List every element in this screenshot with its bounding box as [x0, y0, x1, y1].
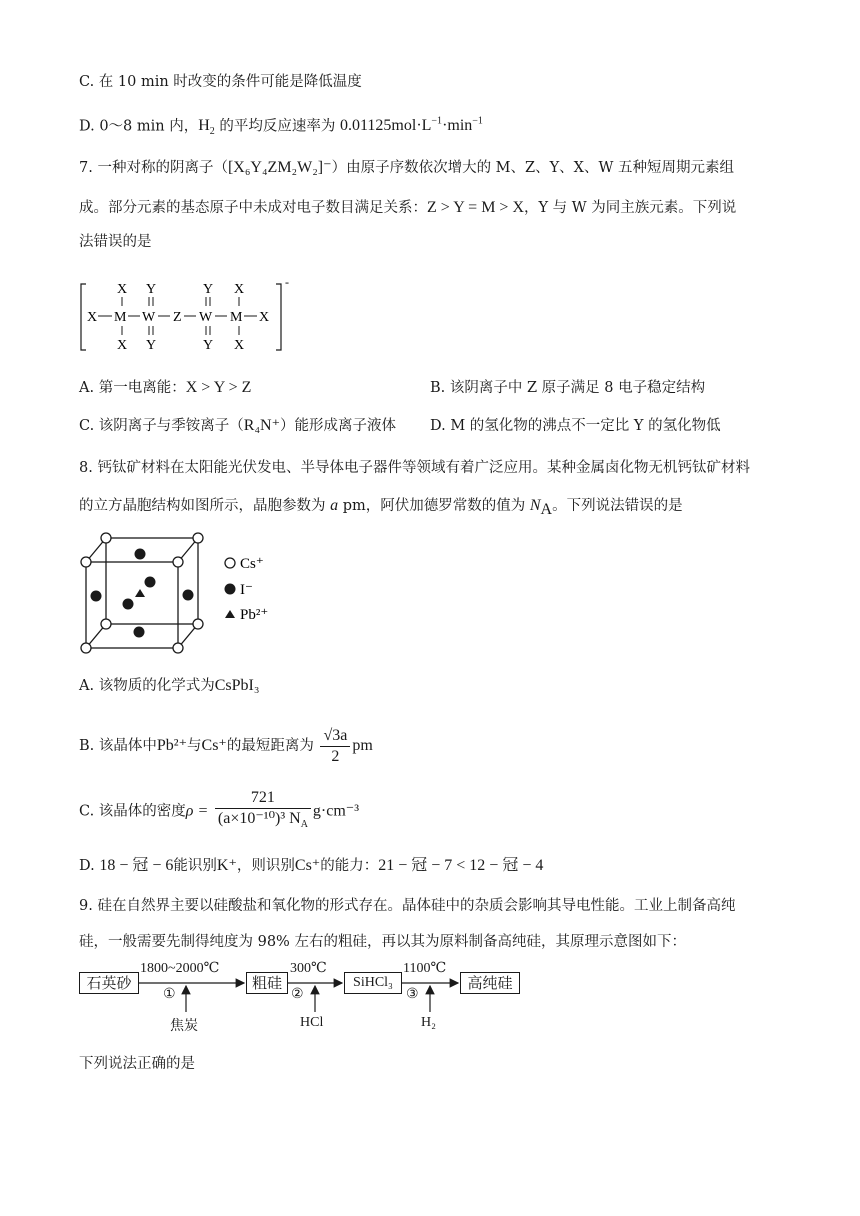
iodide-ion — [123, 599, 134, 610]
q7-anion-formula: [X₆Y₄ZM₂W₂]⁻ — [227, 159, 332, 176]
q8-stem-line1: 8. 钙钛矿材料在太阳能光伏发电、半导体电子器件等领域有着广泛应用。某种金属卤化物无机钙钛矿材料 — [79, 460, 750, 476]
top-y2: Y — [203, 282, 214, 297]
cs-ion — [193, 533, 203, 543]
q8-option-d: D. 18 − 冠 − 6能识别K⁺，则识别Cs⁺的能力：21 − 冠 − 7 < 12 − 冠 − 4 — [79, 857, 544, 874]
flow-box-crude-silicon: 粗硅 — [246, 972, 288, 994]
flow-box-sihcl3: SiHCl₃ — [344, 972, 402, 994]
iodide-ion — [183, 590, 194, 601]
legend-lead-label: Pb²⁺ — [240, 607, 269, 623]
flow-reagent-h2: H₂ — [421, 1015, 436, 1030]
mid-w2: W — [199, 310, 213, 325]
mid-m1: M — [114, 310, 127, 325]
q7-option-c: C. 该阴离子与季铵离子（R₄N⁺）能形成离子液体 — [79, 417, 397, 434]
q9-stem-line2: 硅，一般需要先制得纯度为 98% 左右的粗硅，再以其为原料制备高纯硅，其原理示意图如下： — [79, 934, 686, 950]
q9-question: 下列说法正确的是 — [79, 1056, 195, 1072]
cs-ion — [81, 643, 91, 653]
q7-stem-line1: 7. 一种对称的阴离子（[X₆Y₄ZM₂W₂]⁻）由原子序数依次增大的 M、Z、Y、X、W 五种短周期元素组 — [79, 159, 735, 176]
q6-option-c: C. 在 10 min 时改变的条件可能是降低温度 — [79, 74, 362, 90]
flow-reagent-coke: 焦炭 — [170, 1018, 198, 1034]
q8-option-c: C. 该晶体的密度ρ = $\frac{721}{(a\times 10^{-10})^3 N_A}$ g·cm⁻³ — [79, 789, 360, 831]
q7-option-b: B. 该阴离子中 Z 原子满足 8 电子稳定结构 — [430, 380, 706, 396]
mid-w1: W — [142, 310, 156, 325]
legend-cs-marker — [225, 558, 235, 568]
flow-box-pure-silicon: 高纯硅 — [460, 972, 520, 994]
q8-option-b: B. 该晶体中Pb²⁺与Cs⁺的最短距离为 $\frac{√3a}{2}$ pm — [79, 726, 373, 765]
bottom-y1: Y — [146, 338, 157, 353]
cs-ion — [81, 557, 91, 567]
q7-stem-line2: 成。部分元素的基态原子中未成对电子数目满足关系：Z > Y = M > X，Y 与 W 为同主族元素。下列说 — [79, 199, 737, 216]
mid-x2: X — [259, 310, 270, 325]
iodide-ion — [145, 577, 156, 588]
charge-label: - — [285, 276, 289, 289]
legend-iodide-label: I⁻ — [240, 582, 253, 598]
flow-condition-3: 1100℃ — [403, 961, 447, 976]
top-x1: X — [117, 282, 128, 297]
legend-iodide-marker — [225, 584, 236, 595]
mid-x1: X — [87, 310, 98, 325]
flow-step-3: ③ — [406, 986, 419, 1002]
flow-step-1: ① — [163, 986, 176, 1002]
lead-ion — [135, 589, 145, 597]
flow-condition-1: 1800~2000℃ — [140, 961, 220, 976]
bottom-x2: X — [234, 338, 245, 353]
cs-ion — [101, 533, 111, 543]
q6-option-d: D. 0～8 min 内，$H_2$ 的平均反应速率为 $0.01125mol\cdot L^{-1}\cdot\min^{-1}$ — [79, 116, 483, 138]
top-x2: X — [234, 282, 245, 297]
q7-stem-line3: 法错误的是 — [79, 234, 152, 250]
mid-z: Z — [173, 310, 182, 325]
q7-anion-structure — [76, 276, 296, 356]
iodide-ion — [134, 627, 145, 638]
q7-option-a: A. 第一电离能：X > Y > Z — [79, 379, 252, 396]
iodide-ion — [91, 591, 102, 602]
flow-reagent-hcl: HCl — [300, 1015, 324, 1030]
flow-condition-2: 300℃ — [290, 961, 327, 976]
mid-m2: M — [230, 310, 243, 325]
bottom-y2: Y — [203, 338, 214, 353]
q8-stem-line2: 的立方晶胞结构如图所示，晶胞参数为 a pm，阿伏加德罗常数的值为 $N_A$。下列说法错误的是 — [79, 497, 683, 518]
q7-option-d: D. M 的氢化物的沸点不一定比 Y 的氢化物低 — [430, 418, 721, 434]
cs-ion — [173, 643, 183, 653]
flow-box-quartz-sand: 石英砂 — [79, 972, 139, 994]
bottom-x1: X — [117, 338, 128, 353]
legend-lead-marker — [225, 610, 235, 618]
cs-ion — [193, 619, 203, 629]
q8-option-a: A. 该物质的化学式为CsPbI₃ — [79, 677, 260, 694]
q9-stem-line1: 9. 硅在自然界主要以硅酸盐和氧化物的形式存在。晶体硅中的杂质会影响其导电性能。工业上制备高纯 — [79, 898, 736, 914]
cs-ion — [173, 557, 183, 567]
flow-step-2: ② — [291, 986, 304, 1002]
cs-ion — [101, 619, 111, 629]
legend-cs-label: Cs⁺ — [240, 556, 264, 572]
iodide-ion — [135, 549, 146, 560]
q8-crystal-cell — [78, 532, 288, 658]
top-y1: Y — [146, 282, 157, 297]
